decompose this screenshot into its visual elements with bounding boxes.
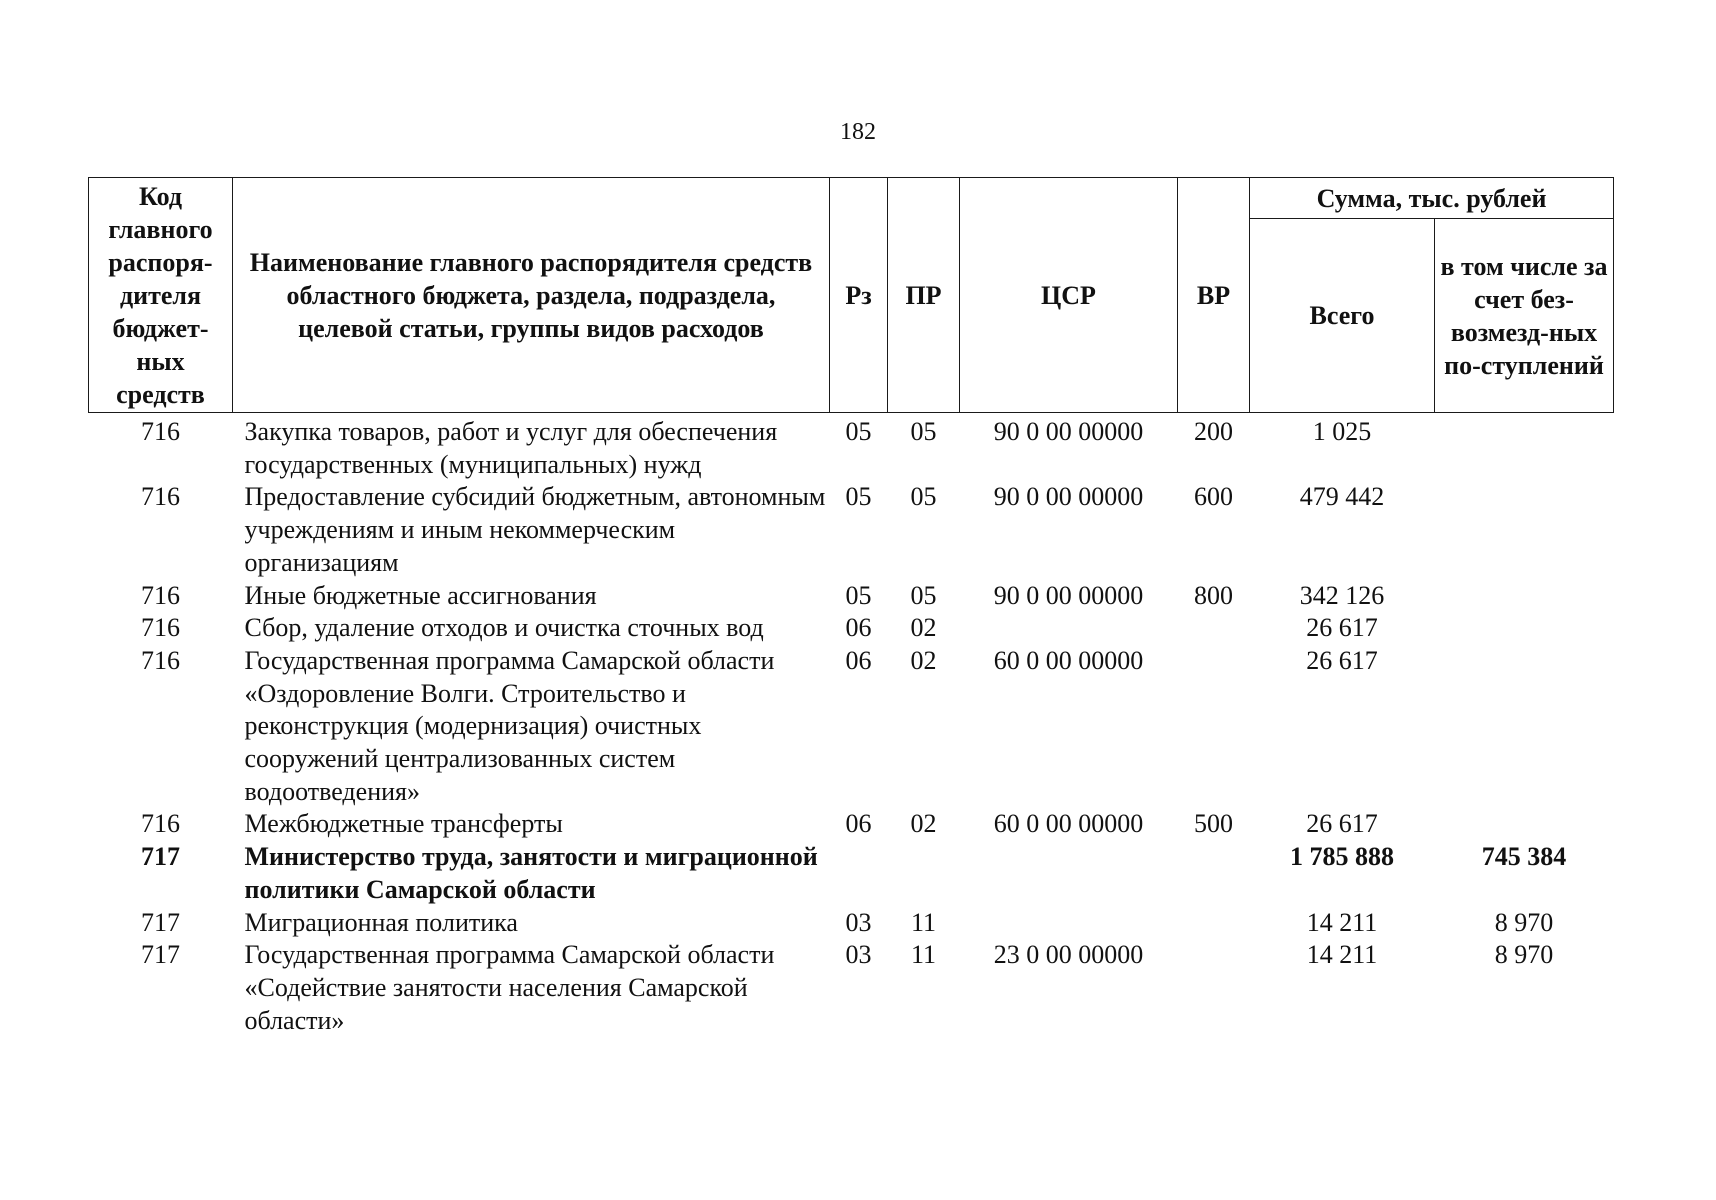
cell-pr: 11: [910, 940, 937, 970]
cell-csr: [960, 612, 1178, 645]
cell-total: 14 211: [1306, 940, 1378, 970]
cell-name: Иные бюджетные ассигнования: [244, 580, 597, 610]
cell-total: 479 442: [1299, 482, 1385, 512]
cell-total: 1 025: [1312, 417, 1372, 446]
cell-rz: 06: [845, 809, 872, 839]
table-row: [89, 939, 1614, 1037]
cell-free: 8 970: [1494, 940, 1554, 970]
budget-table-container: [88, 177, 1613, 1037]
cell-rz: [830, 841, 888, 906]
table-row: [89, 413, 1614, 482]
header-pr: ПР: [888, 178, 960, 413]
cell-csr: 90 0 00 00000: [993, 417, 1144, 446]
cell-code: 716: [141, 580, 180, 610]
cell-name: Предоставление субсидий бюджетным, автономным учреждениям и иным некоммерческим организациям: [244, 482, 826, 577]
cell-name: Закупка товаров, работ и услуг для обеспечения государственных (муниципальных) нужд: [244, 417, 778, 479]
table-row: [89, 612, 1614, 645]
cell-vr: [1178, 841, 1250, 906]
cell-name: Государственная программа Самарской области «Оздоровление Волги. Строительство и реконструкция (модернизация) очистных сооружений централизованных систем водоотведения»: [244, 645, 775, 806]
cell-total: 1 785 888: [1290, 842, 1394, 872]
cell-vr: 500: [1194, 809, 1233, 839]
cell-rz: 05: [845, 580, 872, 610]
cell-rz: 06: [845, 613, 872, 643]
cell-free: [1435, 808, 1614, 841]
cell-code: 717: [141, 940, 180, 970]
cell-csr: [960, 841, 1178, 906]
cell-pr: 05: [910, 482, 937, 512]
cell-vr: [1178, 939, 1250, 1037]
cell-code: 717: [141, 907, 180, 937]
cell-pr: [888, 841, 960, 906]
cell-free: [1435, 645, 1614, 809]
cell-code: 716: [141, 417, 180, 446]
header-name: Наименование главного распорядителя средств областного бюджета, раздела, подраздела, целевой статьи, группы видов расходов: [233, 178, 830, 413]
cell-csr: 23 0 00 00000: [993, 940, 1144, 970]
cell-pr: 05: [910, 417, 937, 446]
cell-name: Межбюджетные трансферты: [244, 809, 563, 839]
table-row: [89, 645, 1614, 809]
cell-total: 342 126: [1299, 580, 1385, 610]
cell-vr: [1178, 907, 1250, 940]
cell-vr: [1178, 612, 1250, 645]
cell-total: 26 617: [1306, 809, 1378, 839]
cell-rz: 05: [845, 417, 872, 446]
cell-code: 717: [141, 842, 180, 872]
cell-rz: 05: [845, 482, 872, 512]
header-sum-group: Сумма, тыс. рублей: [1250, 178, 1614, 219]
table-header: [89, 178, 1614, 413]
table-row: [89, 907, 1614, 940]
table-body: [89, 413, 1614, 1038]
cell-free: [1435, 481, 1614, 579]
header-code: Код главного распоря-дителя бюджет-ных средств: [89, 178, 233, 413]
cell-vr: 800: [1194, 580, 1233, 610]
cell-vr: 600: [1194, 482, 1233, 512]
cell-total: 26 617: [1306, 613, 1378, 643]
page-number: 182: [840, 119, 876, 145]
cell-vr: [1178, 645, 1250, 809]
header-free: в том числе за счет без-возмезд-ных по-ступлений: [1435, 219, 1614, 413]
cell-total: 14 211: [1306, 907, 1378, 937]
cell-pr: 05: [910, 580, 937, 610]
cell-code: 716: [141, 645, 180, 675]
cell-csr: [960, 907, 1178, 940]
cell-name: Министерство труда, занятости и миграционной политики Самарской области: [244, 842, 818, 904]
cell-free: [1435, 580, 1614, 613]
cell-csr: 60 0 00 00000: [993, 809, 1144, 839]
cell-pr: 02: [910, 809, 937, 839]
cell-code: 716: [141, 809, 180, 839]
cell-pr: 11: [910, 907, 937, 937]
cell-name: Сбор, удаление отходов и очистка сточных вод: [244, 613, 764, 643]
cell-name: Государственная программа Самарской области «Содействие занятости населения Самарской области»: [244, 940, 775, 1035]
cell-rz: 03: [845, 940, 872, 970]
cell-csr: 90 0 00 00000: [993, 580, 1144, 610]
cell-pr: 02: [910, 645, 937, 675]
budget-table: [88, 177, 1614, 1037]
header-vr: ВР: [1178, 178, 1250, 413]
cell-rz: 06: [845, 645, 872, 675]
cell-free: [1435, 413, 1614, 482]
cell-pr: 02: [910, 613, 937, 643]
table-row: [89, 481, 1614, 579]
cell-csr: 60 0 00 00000: [993, 645, 1144, 675]
cell-free: 745 384: [1481, 842, 1567, 872]
header-csr: ЦСР: [960, 178, 1178, 413]
cell-code: 716: [141, 482, 180, 512]
cell-name: Миграционная политика: [244, 907, 518, 937]
cell-free: 8 970: [1494, 907, 1554, 937]
cell-csr: 90 0 00 00000: [993, 482, 1144, 512]
cell-vr: 200: [1194, 417, 1233, 446]
table-row: [89, 808, 1614, 841]
cell-code: 716: [141, 613, 180, 643]
cell-rz: 03: [845, 907, 872, 937]
header-total: Всего: [1250, 219, 1435, 413]
table-row: [89, 580, 1614, 613]
cell-free: [1435, 612, 1614, 645]
table-row: [89, 841, 1614, 906]
header-rz: Рз: [830, 178, 888, 413]
cell-total: 26 617: [1306, 645, 1378, 675]
